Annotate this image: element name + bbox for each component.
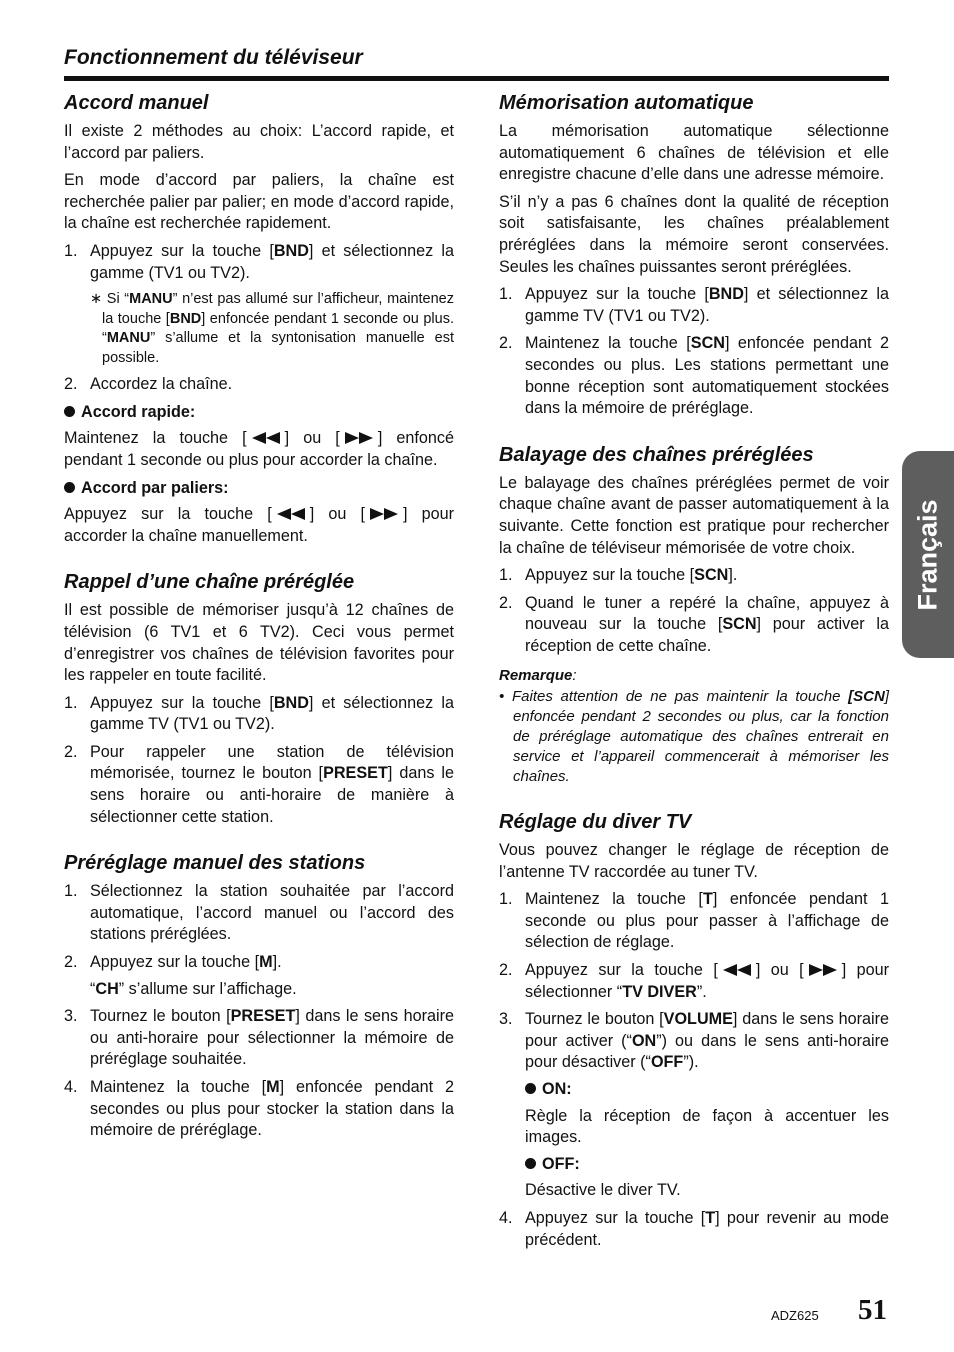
bullet-icon [64,406,75,417]
list-item: 1. Appuyez sur la touche [SCN]. [499,566,738,585]
list-item: 4. Appuyez sur la touche [T] pour revenir au mode précédent. [499,1208,889,1249]
list-subtext: “CH” s’allume sur l’affichage. [90,979,297,998]
list-item: 1. Appuyez sur la touche [BND] et sélectionnez la gamme TV (TV1 ou TV2). [499,285,890,325]
steps-list [64,241,454,396]
bullet-heading: Accord rapide: [64,402,454,424]
rewind-icon [275,507,307,521]
note: ∗ Si “MANU” n’est pas allumé sur l’afficheur, maintenez la touche [BND] enfoncée pendant 1 seconde ou plus. “MANU” s’allume et la syntonisation manuelle est possible. [90,291,454,366]
page-number: 51 [858,1294,887,1326]
paragraph: Maintenez la touche [ ] ou [ ] enfoncé pendant 1 seconde ou plus pour accorder la chaîne. [64,429,454,469]
rewind-icon [721,963,753,977]
left-column [64,90,454,1148]
steps-list [499,284,889,420]
list-item: 1. Sélectionnez la station souhaitée par l’accord automatique, l’accord manuel ou l’accord des stations préréglées. [64,882,454,944]
bullet-text: Règle la réception de façon à accentuer les images. [525,1106,889,1147]
bullet-heading: ON: [525,1079,889,1101]
steps-list [64,881,454,1142]
list-item: 2. Accordez la chaîne. [64,375,233,394]
remark-title: Remarque: [499,667,577,685]
list-item: 2. Quand le tuner a repéré la chaîne, appuyez à nouveau sur la touche [SCN] pour activer la réception de cette chaîne. [499,593,889,655]
bullet-heading: Accord par paliers: [64,478,454,500]
paragraph: Appuyez sur la touche [ ] ou [ ] pour accorder la chaîne manuellement. [64,505,454,545]
list-item: 2. Appuyez sur la touche [ ] ou [ ] pour sélectionner “TV DIVER”. [499,961,889,1001]
bullet-icon [64,482,75,493]
list-item: 3. Tournez le bouton [PRESET] dans le sens horaire ou anti-horaire pour sélectionner la mémoire de préréglage souhaitée. [64,1007,455,1069]
page-header [64,44,889,81]
bullet-heading: OFF: [525,1154,889,1176]
list-item: 2. Pour rappeler une station de télévision mémorisée, tournez le bouton [PRESET] dans le sens horaire ou anti-horaire de manière à sélectionner cette station. [64,742,454,826]
steps-list [499,889,889,1251]
section-title-balayage: Balayage des chaînes préréglées [499,443,814,466]
steps-list [64,693,454,829]
fast-forward-icon [343,431,375,445]
section-title-rappel: Rappel d’une chaîne préréglée [64,571,355,594]
language-tab [902,451,954,658]
list-item: 1. Appuyez sur la touche [BND] et sélectionnez la gamme (TV1 ou TV2). ∗ Si “MANU” n’est pas allumé sur l’afficheur, maintenez la touche [BND] enfoncée pendant 1 seconde ou plus. “MANU” s’allume et la syntonisation manuelle est possible. [64,241,454,368]
language-tab-label: Français [912,498,943,611]
steps-list [499,565,889,657]
page-title: Fonctionnement du téléviseur [64,46,363,69]
paragraph: Vous pouvez changer le réglage de réception de l’antenne TV raccordée au tuner TV. [499,841,889,881]
right-column [499,90,889,1257]
bullet-text: Désactive le diver TV. [525,1181,681,1200]
fast-forward-icon [368,507,400,521]
remark-text: • Faites attention de ne pas maintenir la touche [SCN] enfoncée pendant 2 secondes ou plus, car la fonction de préréglage automatique des chaînes entrerait en service et l’appareil commencerait à mémoriser les chaînes. [499,688,889,786]
section-title-accord-manuel: Accord manuel [64,92,209,114]
section-title-diver: Réglage du diver TV [499,811,692,834]
paragraph: En mode d’accord par paliers, la chaîne est recherchée palier par palier; en mode d’accord rapide, la chaîne est recherchée rapidement. [64,171,454,233]
list-item: 1. Appuyez sur la touche [BND] et sélectionnez la gamme TV (TV1 ou TV2). [64,693,455,734]
model-number: ADZ625 [771,1308,819,1323]
section-title-memorisation: Mémorisation automatique [499,92,754,114]
bullet-icon [525,1083,536,1094]
list-item: 3. Tournez le bouton [VOLUME] dans le sens horaire pour activer (“ON”) ou dans le sens anti-horaire pour désactiver (“OFF”). ON: Règle la réception de façon à accentuer les images. OFF: Désactive le diver TV. [499,1009,889,1202]
header-rule [64,76,889,81]
paragraph: Il existe 2 méthodes au choix: L’accord rapide, et l’accord par paliers. [64,122,454,162]
list-item: 4. Maintenez la touche [M] enfoncée pendant 2 secondes ou plus pour stocker la station dans la mémoire de préréglage. [64,1078,454,1140]
paragraph: Il est possible de mémoriser jusqu’à 12 chaînes de télévision (6 TV1 et 6 TV2). Ceci vous permet d’enregistrer vos chaînes de télévision favorites pour les rappeler en toute facilité. [64,601,454,685]
bullet-icon [525,1158,536,1169]
section-title-prereglage: Préréglage manuel des stations [64,852,366,875]
paragraph: Le balayage des chaînes préréglées permet de voir chaque chaîne avant de passer automatiquement à la suivante. Cette fonction est pratique pour rechercher la chaîne de téléviseur mémorisée de votre choix. [499,473,889,557]
paragraph: La mémorisation automatique sélectionne automatiquement 6 chaînes de télévision et elle enregistre chacune d’elle dans une adresse mémoire. [499,122,889,184]
paragraph: S’il n’y a pas 6 chaînes dont la qualité de réception soit satisfaisante, les chaînes préalablement préréglées dans la mémoire seront conservées. Seules les chaînes puissantes seront préréglées. [499,192,889,276]
fast-forward-icon [807,963,839,977]
list-item: 1. Maintenez la touche [T] enfoncée pendant 1 seconde ou plus pour passer à l’affichage de sélection de réglage. [499,890,889,952]
list-item: 2. Appuyez sur la touche [M]. “CH” s’allume sur l’affichage. [64,952,454,1000]
rewind-icon [250,431,282,445]
list-item: 2. Maintenez la touche [SCN] enfoncée pendant 2 secondes ou plus. Les stations permettant une bonne réception sont automatiquement stockées dans la mémoire de préréglage. [499,334,889,418]
